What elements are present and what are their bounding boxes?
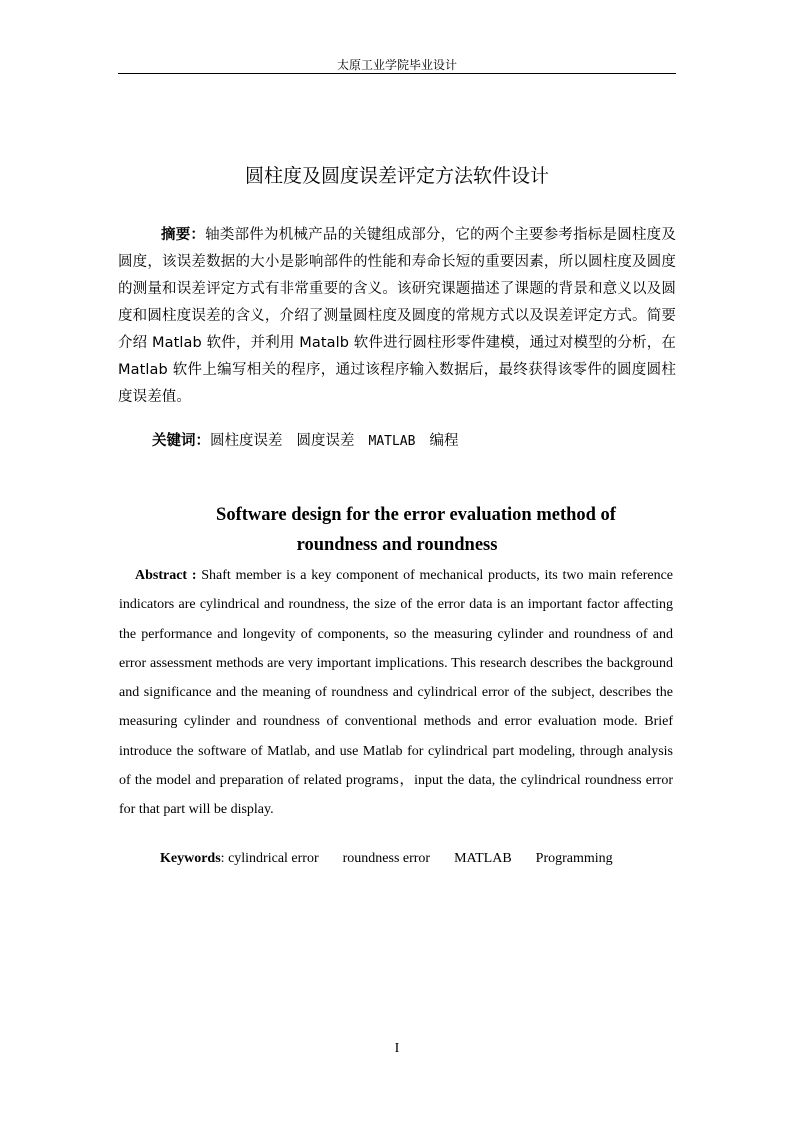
chinese-abstract-body: 轴类部件为机械产品的关键组成部分，它的两个主要参考指标是圆柱度及圆度，该误差数据的大小是影响部件的性能和寿命长短的重要因素，所以圆柱度及圆度的测量和误差评定方式有非常重要的含义。该研究课题描述了课题的背景和意义以及圆度和圆柱度误差的含义，介绍了测量圆柱度及圆度的常规方式以及误差评定方式。简要介绍 Matlab 软件，并利用 Matalb 软件进行圆柱形零件建模，通过对模型的分析，在 Matlab 软件上编写相关的程序，通过该程序输入数据后，最终获得该零件的圆度圆柱度误差值。 (118, 227, 676, 405)
header-divider (118, 73, 676, 74)
english-keyword: Programming (535, 851, 613, 866)
chinese-title: 圆柱度及圆度误差评定方法软件设计 (244, 165, 549, 187)
english-keyword: MATLAB (454, 851, 512, 866)
chinese-keyword: 圆柱度误差 (210, 433, 283, 449)
english-keyword: cylindrical error (228, 851, 319, 866)
chinese-keyword: MATLAB (368, 434, 416, 449)
english-abstract-body: Shaft member is a key component of mechanical products, its two main reference indicators are cylindrical and roundness, the size of the error data is an important factor affecting the performance and longevity of components, so the measuring cylinder and roundness of and error assessment methods are very important implications. This research describes the background and significance and the meaning of roundness and cylindrical error of the subject, describes the measuring cylinder and roundness of conventional methods and error evaluation mode. Brief introduce the software of Matlab, and use Matlab for cylindrical part modeling, through analysis of the model and preparation of related programs，input the data, the cylindrical roundness error for that part will be display. (119, 568, 673, 818)
english-keywords (160, 848, 637, 870)
chinese-keywords-label: 关键词： (152, 433, 210, 449)
english-title-line1: Software design for the error evaluation method of (216, 505, 616, 525)
english-keyword: roundness error (342, 851, 431, 866)
page-header: 太原工业学院毕业设计 (336, 58, 457, 72)
page-number: I (394, 1041, 400, 1056)
chinese-abstract-label: 摘要： (161, 227, 206, 243)
chinese-keywords (152, 430, 472, 453)
english-abstract-label: Abstract : (135, 568, 197, 583)
chinese-abstract (118, 222, 676, 411)
english-title (118, 500, 676, 560)
english-keywords-label: Keywords (160, 851, 221, 866)
chinese-keyword: 编程 (429, 433, 459, 449)
english-title-line2: roundness and roundness (296, 535, 498, 555)
chinese-keyword: 圆度误差 (296, 433, 355, 449)
english-keywords-separator: : (220, 851, 225, 866)
english-abstract (119, 561, 673, 825)
